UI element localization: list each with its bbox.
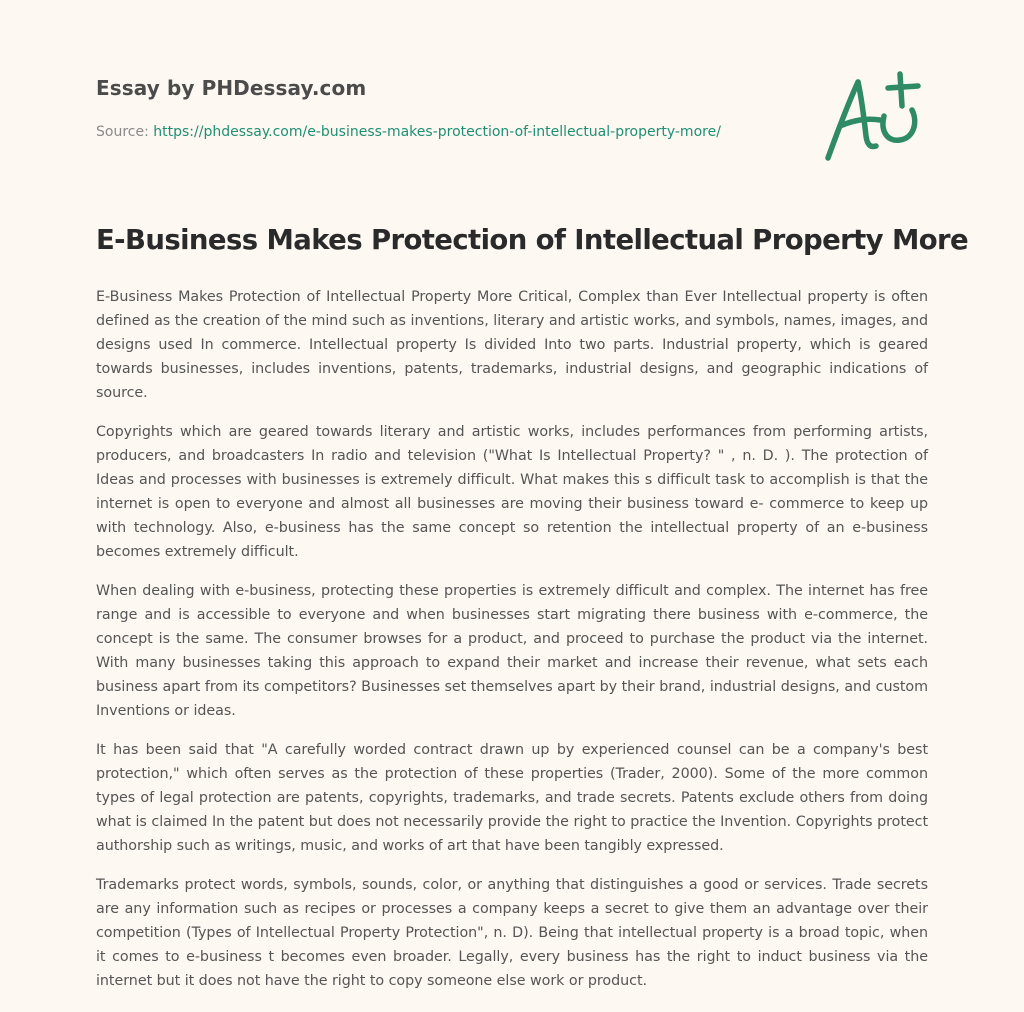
site-brand: Essay by PHDessay.com [96, 76, 367, 100]
paragraph: When dealing with e-business, protecting these properties is extremely difficult and complex. The internet has free range and is accessible to everyone and when businesses start migrating there business with e-commerce, the concept is the same. The consumer browses for a product, and proceed to purchase the product via the internet. With many businesses taking this approach to expand their market and increase their revenue, what sets each business apart from its competitors? Businesses set themselves apart by their brand, industrial designs, and custom Inventions or ideas. [96, 583, 928, 719]
source-label: Source: [96, 124, 154, 140]
a-plus-logo-svg [818, 66, 930, 166]
source-link[interactable]: https://phdessay.com/e-business-makes-protection-of-intellectual-property-more/ [153, 124, 721, 140]
paragraph: Copyrights which are geared towards literary and artistic works, includes performances from performing artists, producers, and broadcasters In radio and television ("What Is Intellectual Property? " , n. D. ). The protection of Ideas and processes with businesses is extremely difficult. What makes this s difficult task to accomplish is that the internet is open to everyone and almost all businesses are moving their business toward e- commerce to keep up with technology. Also, e-business has the same concept so retention the intellectual property of an e-business becomes extremely difficult. [96, 424, 928, 560]
paragraph: Trademarks protect words, symbols, sounds, color, or anything that distinguishes a good or services. Trade secrets are any information such as recipes or processes a company keeps a secret to give them an advantage over their competition (Types of Intellectual Property Protection", n. D). Being that intellectual property is a broad topic, when it comes to e-business t becomes even broader. Legally, every business has the right to induct business via the internet but it does not have the right to copy someone else work or product. [96, 877, 928, 989]
a-plus-grade-icon [818, 66, 930, 166]
paragraph: E-Business Makes Protection of Intellectual Property More Critical, Complex than Ever Intellectual property is often defined as the creation of the mind such as inventions, literary and artistic works, and symbols, names, images, and designs used In commerce. Intellectual property Is divided Into two parts. Industrial property, which is geared towards businesses, includes inventions, patents, trademarks, industrial designs, and geographic indications of source. [96, 289, 928, 401]
paragraph: It has been said that "A carefully worded contract drawn up by experienced counsel can be a company's best protection," which often serves as the protection of these properties (Trader, 2000). Some of the more common types of legal protection are patents, copyrights, trademarks, and trade secrets. Patents exclude others from doing what is claimed In the patent but does not necessarily provide the right to practice the Invention. Copyrights protect authorship such as writings, music, and works of art that have been tangibly expressed. [96, 742, 928, 854]
essay-body [96, 285, 928, 1008]
essay-title: E-Business Makes Protection of Intellectual Property More [96, 224, 969, 256]
source-line [96, 124, 721, 140]
